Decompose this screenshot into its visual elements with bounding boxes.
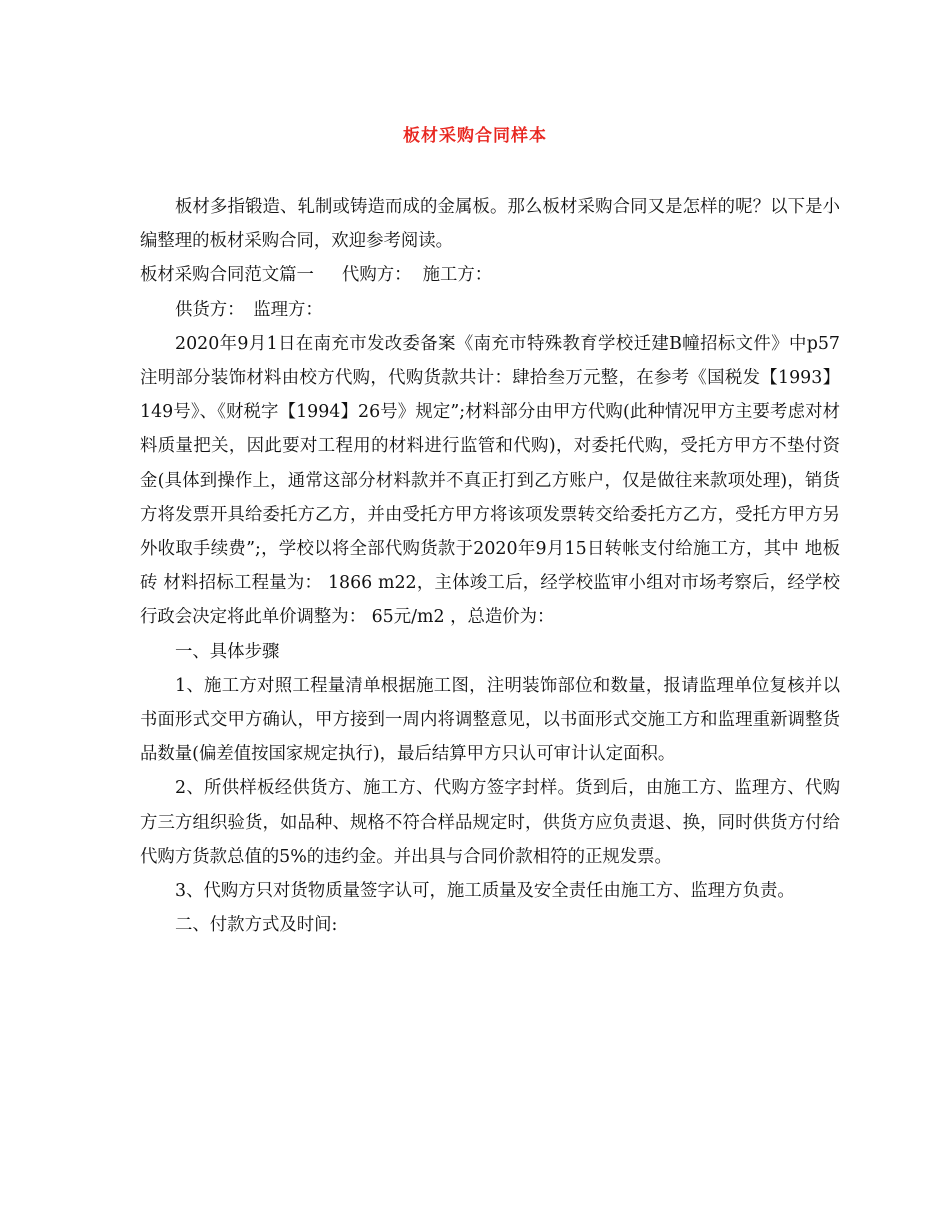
step-2-paragraph: 2、所供样板经供货方、施工方、代购方签字封样。货到后，由施工方、监理方、代购方三方组织验货，如品种、规格不符合样品规定时，供货方应负责退、换，同时供货方付给代购方货款总值的5%的违约金。并出具与合同价款相符的正规发票。: [140, 778, 840, 867]
contract-sample-label: 板材采购合同范文篇一: [140, 265, 314, 286]
contractor-label: 施工方：: [422, 265, 493, 286]
document-title: 板材采购合同样本: [403, 126, 547, 146]
document-body: [140, 190, 840, 942]
supplier-line: 供货方： 监理方：: [175, 299, 323, 320]
main-paragraph: 2020年9月1日在南充市发改委备案《南充市特殊教育学校迁建B幢招标文件》中p57注明部分装饰材料由校方代购，代购货款共计：肆拾叁万元整，在参考《国税发【1993】149号》、《财税字【1994】26号》规定”;材料部分由甲方代购(此种情况甲方主要考虑对材料质量把关，因此要对工程用的材料进行监管和代购)，对委托代购，受托方甲方不垫付资金(具体到操作上，通常这部分材料款并不真正打到乙方账户，仅是做往来款项处理)，销货方将发票开具给委托方乙方，并由受托方甲方将该项发票转交给委托方乙方，受托方甲方另外收取手续费”;，学校以将全部代购货款于2020年9月15日转帐支付给施工方，其中 地板砖 材料招标工程量为： 1866 m22，主体竣工后，经学校监审小组对市场考察后，经学校行政会决定将此单价调整为： 65元/m2 ，总造价为：: [140, 333, 840, 628]
section-heading-steps: 一、具体步骤: [175, 641, 280, 662]
buyer-label: 代购方：: [341, 265, 412, 286]
header-line: [140, 258, 840, 292]
section-heading-payment: 二、付款方式及时间:: [175, 915, 338, 936]
intro-paragraph: 板材多指锻造、轧制或铸造而成的金属板。那么板材采购合同又是怎样的呢？以下是小编整理的板材采购合同，欢迎参考阅读。: [140, 197, 840, 252]
step-3-paragraph: 3、代购方只对货物质量签字认可，施工质量及安全责任由施工方、监理方负责。: [175, 881, 795, 902]
step-1-paragraph: 1、施工方对照工程量清单根据施工图，注明装饰部位和数量，报请监理单位复核并以书面形式交甲方确认，甲方接到一周内将调整意见，以书面形式交施工方和监理重新调整货品数量(偏差值按国家规定执行)，最后结算甲方只认可审计认定面积。: [140, 675, 840, 765]
